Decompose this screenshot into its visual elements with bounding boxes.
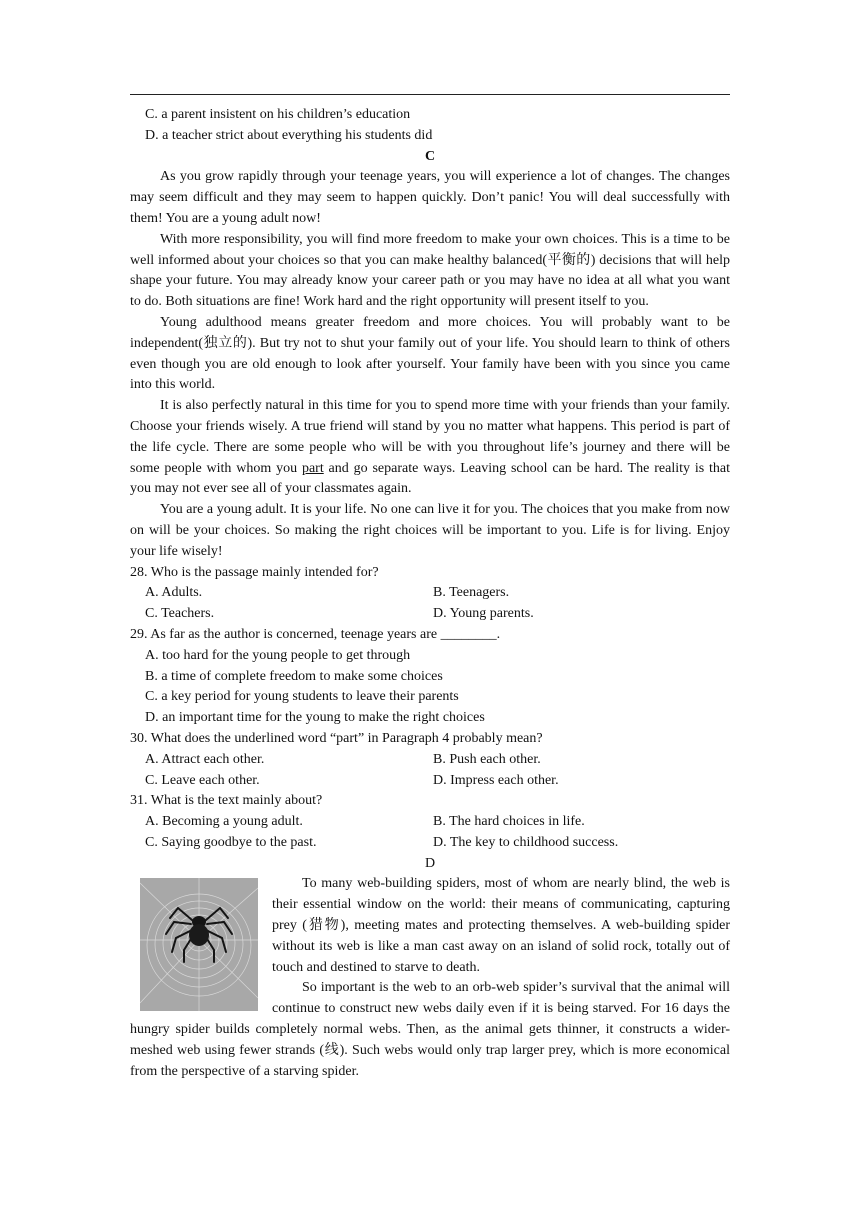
option-30-c: C. Leave each other. (145, 772, 260, 788)
question-31-stem: 31. What is the text mainly about? (130, 793, 323, 809)
underlined-word-part: part (301, 460, 324, 476)
section-d (130, 874, 730, 1082)
option-28-d: D. Young parents. (433, 606, 534, 622)
question-28-stem: 28. Who is the passage mainly intended for? (130, 564, 379, 580)
question-31-options-row-2 (130, 833, 730, 854)
option-28-b: B. Teenagers. (433, 585, 510, 601)
option-28-c: C. Teachers. (145, 606, 215, 622)
section-c-paragraph-5: You are a young adult. It is your life. No one can live it for you. The choices that you make from now on will be your choices. So making the right choices will be important to you. Life is for living. Enjoy your life wisely! (130, 502, 730, 559)
option-31-b: B. The hard choices in life. (433, 814, 585, 830)
section-c-paragraph-2: With more responsibility, you will find more freedom to make your own choices. This is a time to be well informed about your choices so that you can make healthy balanced(平衡的) decisions that will help shape your future. You may already know your career path or you may have no idea at all what you want to do. Both situations are fine! Work hard and the right opportunity will present itself to you. (130, 231, 730, 310)
option-31-c: C. Saying goodbye to the past. (145, 834, 317, 850)
prev-option-c: C. a parent insistent on his children’s education (145, 107, 411, 122)
paragraph-4-text-before: It is also perfectly natural in this time for you to spend more time with your friends than your family. Choose your friends wisely. A true friend will stand by you no matter what happens. This period is part of the life cycle. There are some people who will be with you throughout life’s journey and there will be some people with whom you (130, 398, 730, 476)
section-c-heading: C (424, 148, 436, 164)
question-28-options-row-2 (130, 604, 730, 625)
document-body (130, 105, 730, 1082)
header-rule (130, 94, 730, 95)
option-31-d: D. The key to childhood success. (433, 834, 619, 850)
section-d-heading: D (424, 855, 436, 871)
option-29-a: A. too hard for the young people to get through (145, 647, 411, 663)
option-28-a: A. Adults. (145, 585, 203, 601)
section-c-paragraph-3: Young adulthood means greater freedom and more choices. You will probably want to be independent(独立的). But try not to shut your family out of your life. You should learn to think of others even though you are old enough to look after yourself. Your family have been with you since you came into this world. (130, 314, 730, 393)
question-28-options-row-1 (130, 583, 730, 604)
option-29-c: C. a key period for young students to leave their parents (145, 689, 459, 705)
section-d-paragraph-1: To many web-building spiders, most of whom are nearly blind, the web is their essential window on the world: their means of communicating, capturing prey (猎物), meeting mates and protecting themselves. A web-building spider without its web is like a man cast away on an island of solid rock, totally out of touch and destined to starve to death. (272, 876, 730, 975)
question-30-stem: 30. What does the underlined word “part” in Paragraph 4 probably mean? (130, 730, 543, 746)
option-30-b: B. Push each other. (433, 751, 541, 767)
prev-option-d: D. a teacher strict about everything his students did (145, 127, 433, 143)
option-29-b: B. a time of complete freedom to make some choices (145, 668, 443, 684)
section-d-paragraph-2: So important is the web to an orb-web spider’s survival that the animal will continue to construct new webs daily even if it is being starved. For 16 days the hungry spider builds completely normal webs. Then, as the animal gets thinner, it constructs a wider-meshed web using fewer strands (线). Such webs would only trap larger prey, which is more economical from the perspective of a starving spider. (130, 980, 730, 1079)
section-c-paragraph-4 (130, 396, 730, 500)
question-30-options-row-2 (130, 771, 730, 792)
option-31-a: A. Becoming a young adult. (145, 814, 303, 830)
section-c-paragraph-1: As you grow rapidly through your teenage years, you will experience a lot of changes. The changes may seem difficult and they may seem to happen quickly. Don’t panic! You will deal successfully with them! You are a young adult now! (130, 169, 730, 226)
option-30-d: D. Impress each other. (433, 772, 559, 788)
question-29-stem: 29. As far as the author is concerned, teenage years are ________. (130, 626, 501, 642)
option-30-a: A. Attract each other. (145, 751, 265, 767)
question-31-options-row-1 (130, 812, 730, 833)
question-30-options-row-1 (130, 750, 730, 771)
paragraph-4-text-after: and go separate ways. Leaving school can be hard. The reality is that you may not ever see all of your classmates again. (130, 460, 730, 497)
option-29-d: D. an important time for the young to make the right choices (145, 710, 485, 726)
spider-on-web-icon (140, 878, 258, 1011)
